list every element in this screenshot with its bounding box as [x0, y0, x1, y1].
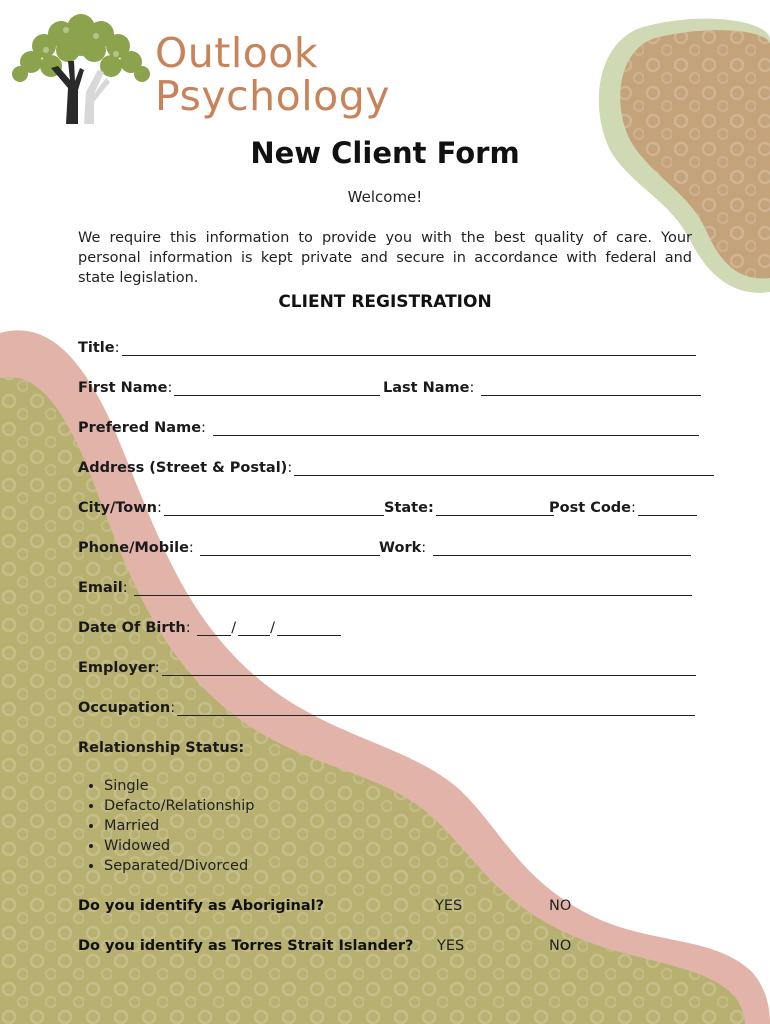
title-field[interactable]	[122, 341, 696, 356]
work-label: Work	[379, 540, 422, 556]
city-field[interactable]	[164, 501, 384, 516]
aboriginal-yes-option[interactable]: YES	[435, 898, 463, 914]
logo-wordmark	[155, 29, 391, 120]
post-code-label: Post Code	[549, 500, 632, 516]
last-name-row: Last Name :	[383, 376, 701, 396]
work-field[interactable]	[433, 541, 691, 556]
email-row: Email :	[78, 576, 692, 596]
relationship-option-single[interactable]: • Single	[104, 776, 255, 796]
employer-field[interactable]	[162, 661, 696, 676]
email-field[interactable]	[134, 581, 692, 596]
occupation-field[interactable]	[177, 701, 695, 716]
state-field[interactable]	[436, 501, 554, 516]
section-heading: CLIENT REGISTRATION	[278, 292, 492, 312]
occupation-label: Occupation	[78, 700, 171, 716]
first-name-label: First Name	[78, 380, 168, 396]
preferred-name-row: Prefered Name :	[78, 416, 699, 436]
dob-label: Date Of Birth	[78, 620, 186, 636]
city-label: City/Town	[78, 500, 157, 516]
phone-field[interactable]	[200, 541, 380, 556]
dob-day-field[interactable]	[197, 621, 231, 636]
state-row: State :	[384, 496, 554, 516]
address-row: Address (Street & Postal) :	[78, 456, 714, 476]
first-name-row: First Name :	[78, 376, 380, 396]
torres-strait-yes-option[interactable]: YES	[437, 938, 465, 954]
relationship-option-widowed[interactable]: • Widowed	[104, 836, 255, 856]
torres-strait-question: Do you identify as Torres Strait Islander?	[78, 938, 414, 954]
relationship-row	[78, 736, 244, 756]
form-title: New Client Form	[250, 136, 520, 170]
welcome-text: Welcome!	[347, 188, 423, 206]
relationship-option-married[interactable]: • Married	[104, 816, 255, 836]
aboriginal-question: Do you identify as Aboriginal?	[78, 898, 325, 914]
address-label: Address (Street & Postal)	[78, 460, 288, 476]
post-code-field[interactable]	[638, 501, 697, 516]
address-field[interactable]	[294, 461, 714, 476]
title-label: Title	[78, 340, 115, 356]
employer-row: Employer :	[78, 656, 696, 676]
dob-row: Date Of Birth : / /	[78, 616, 341, 636]
logo	[6, 6, 156, 124]
preferred-name-field[interactable]	[213, 421, 699, 436]
first-name-field[interactable]	[174, 381, 380, 396]
relationship-options	[78, 776, 255, 876]
relationship-option-defacto[interactable]: • Defacto/Relationship	[104, 796, 255, 816]
preferred-name-label: Prefered Name	[78, 420, 202, 436]
phone-row: Phone/Mobile :	[78, 536, 380, 556]
intro-paragraph: We require this information to provide you with the best quality of care. Your personal information is kept private and secure in accordance with federal and state legislation.	[78, 230, 692, 286]
state-label: State	[384, 500, 428, 516]
post-code-row: Post Code :	[549, 496, 697, 516]
relationship-label: Relationship Status:	[78, 740, 245, 756]
torres-strait-no-option[interactable]: NO	[549, 938, 572, 954]
aboriginal-no-option[interactable]: NO	[549, 898, 572, 914]
last-name-label: Last Name	[383, 380, 470, 396]
dob-year-field[interactable]	[277, 621, 341, 636]
tree-with-hands-icon	[6, 6, 156, 124]
dob-month-field[interactable]	[238, 621, 270, 636]
logo-line-1: Outlook	[155, 29, 319, 77]
phone-label: Phone/Mobile	[78, 540, 189, 556]
employer-label: Employer	[78, 660, 155, 676]
last-name-field[interactable]	[481, 381, 701, 396]
work-row: Work :	[379, 536, 691, 556]
title-row: Title :	[78, 336, 696, 356]
logo-line-2: Psychology	[155, 72, 391, 120]
city-row: City/Town :	[78, 496, 384, 516]
relationship-option-separated[interactable]: • Separated/Divorced	[104, 856, 255, 876]
email-label: Email	[78, 580, 123, 596]
occupation-row: Occupation :	[78, 696, 695, 716]
